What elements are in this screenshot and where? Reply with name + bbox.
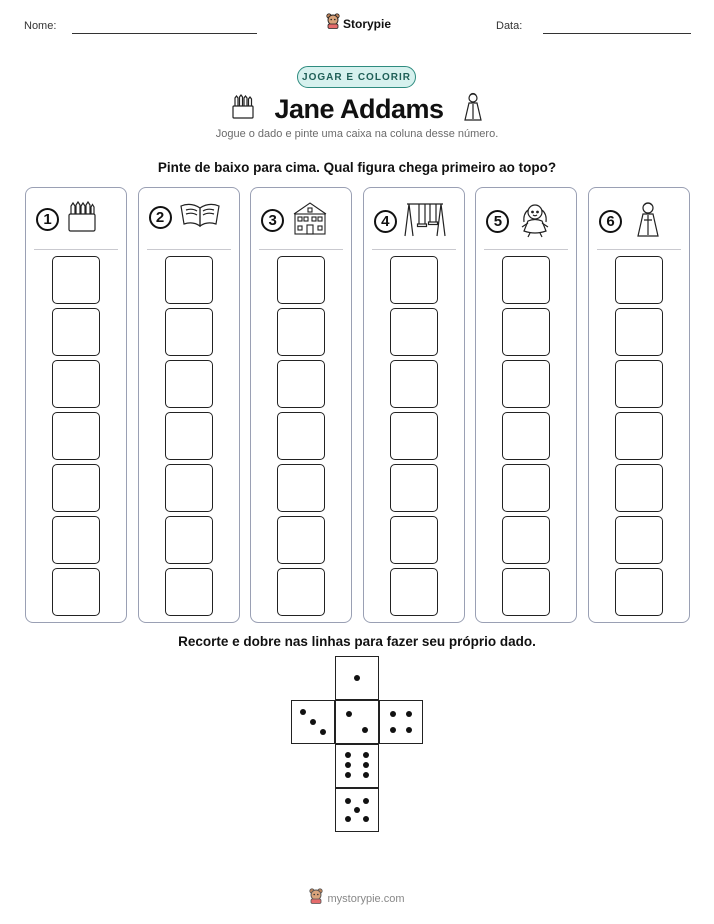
color-box[interactable] — [390, 308, 438, 356]
dice-face-1 — [335, 656, 379, 700]
color-box[interactable] — [52, 464, 100, 512]
dice-face-5 — [335, 788, 379, 832]
dice-face-6 — [335, 744, 379, 788]
color-box[interactable] — [390, 568, 438, 616]
column-5 — [475, 187, 577, 623]
dice-pip — [363, 816, 369, 822]
page-subtitle: Jogue o dado e pinte uma caixa na coluna desse número. — [215, 128, 499, 140]
race-columns — [25, 187, 690, 623]
hull-house-icon — [290, 200, 330, 241]
color-box[interactable] — [52, 412, 100, 460]
dice-pip — [310, 719, 316, 725]
color-box[interactable] — [52, 516, 100, 564]
color-box[interactable] — [615, 464, 663, 512]
footer-url[interactable]: mystorypie.com — [327, 892, 405, 905]
footer — [0, 888, 714, 909]
jane-addams-figure-icon — [628, 200, 668, 243]
dice-pip — [346, 711, 352, 717]
dice-face-4 — [379, 700, 423, 744]
color-box[interactable] — [165, 308, 213, 356]
date-label: Data: — [496, 20, 523, 32]
dice-pip — [345, 816, 351, 822]
color-box[interactable] — [615, 568, 663, 616]
dice-pip — [345, 798, 351, 804]
column-4 — [363, 187, 465, 623]
column-number: 5 — [486, 210, 509, 233]
color-box[interactable] — [165, 464, 213, 512]
dice-pip — [354, 675, 360, 681]
column-number: 2 — [149, 206, 172, 229]
color-box[interactable] — [390, 256, 438, 304]
dice-pip — [345, 772, 351, 778]
color-box[interactable] — [502, 568, 550, 616]
color-box[interactable] — [502, 256, 550, 304]
crayons-icon — [230, 94, 256, 125]
color-box[interactable] — [165, 256, 213, 304]
color-box[interactable] — [615, 516, 663, 564]
color-box[interactable] — [165, 412, 213, 460]
dice-pip — [300, 709, 306, 715]
color-box[interactable] — [615, 412, 663, 460]
brand-name: Storypie — [343, 16, 392, 31]
color-box[interactable] — [52, 308, 100, 356]
color-box[interactable] — [165, 360, 213, 408]
page-title: Jane Addams — [274, 94, 444, 124]
color-box[interactable] — [277, 360, 325, 408]
color-box[interactable] — [277, 412, 325, 460]
dice-pip — [320, 729, 326, 735]
dice-instruction: Recorte e dobre nas linhas para fazer seu próprio dado. — [178, 634, 536, 649]
column-number: 3 — [261, 209, 284, 232]
color-box[interactable] — [390, 464, 438, 512]
color-box[interactable] — [277, 256, 325, 304]
dice-pip — [363, 798, 369, 804]
dice-pip — [345, 752, 351, 758]
column-number: 4 — [374, 210, 397, 233]
color-box[interactable] — [52, 256, 100, 304]
color-box[interactable] — [165, 568, 213, 616]
jane-addams-figure-icon — [462, 92, 484, 127]
crayons-icon — [65, 200, 99, 239]
column-1 — [25, 187, 127, 623]
column-6 — [588, 187, 690, 623]
dice-pip — [354, 807, 360, 813]
name-label: Nome: — [24, 20, 57, 32]
storypie-bear-icon — [326, 13, 340, 34]
dice-pip — [362, 727, 368, 733]
coloring-instruction: Pinte de baixo para cima. Qual figura chega primeiro ao topo? — [157, 160, 557, 175]
color-box[interactable] — [502, 464, 550, 512]
color-box[interactable] — [502, 516, 550, 564]
dice-pip — [390, 711, 396, 717]
title-row — [0, 92, 714, 127]
column-number: 6 — [599, 210, 622, 233]
color-box[interactable] — [277, 308, 325, 356]
dice-pip — [363, 772, 369, 778]
swing-set-icon — [403, 200, 447, 243]
dice-pip — [406, 727, 412, 733]
color-box[interactable] — [615, 360, 663, 408]
dice-face-3 — [291, 700, 335, 744]
doll-icon — [515, 200, 555, 243]
dice-net — [290, 656, 426, 836]
color-box[interactable] — [502, 412, 550, 460]
dice-pip — [390, 727, 396, 733]
color-box[interactable] — [277, 464, 325, 512]
color-box[interactable] — [52, 360, 100, 408]
color-box[interactable] — [277, 568, 325, 616]
color-box[interactable] — [615, 308, 663, 356]
dice-pip — [406, 711, 412, 717]
color-box[interactable] — [390, 516, 438, 564]
dice-pip — [345, 762, 351, 768]
dice-pip — [363, 762, 369, 768]
column-2 — [138, 187, 240, 623]
name-line — [72, 33, 257, 34]
open-book-icon — [178, 200, 222, 235]
dice-face-2 — [335, 700, 379, 744]
color-box[interactable] — [390, 360, 438, 408]
color-box[interactable] — [502, 360, 550, 408]
color-box[interactable] — [615, 256, 663, 304]
column-3 — [250, 187, 352, 623]
color-box[interactable] — [390, 412, 438, 460]
column-number: 1 — [36, 208, 59, 231]
color-box[interactable] — [52, 568, 100, 616]
date-line — [543, 33, 691, 34]
dice-pip — [363, 752, 369, 758]
color-box[interactable] — [277, 516, 325, 564]
activity-badge: JOGAR E COLORIR — [297, 66, 416, 88]
brand-logo — [326, 13, 391, 34]
storypie-bear-icon — [309, 888, 323, 909]
color-box[interactable] — [502, 308, 550, 356]
color-box[interactable] — [165, 516, 213, 564]
